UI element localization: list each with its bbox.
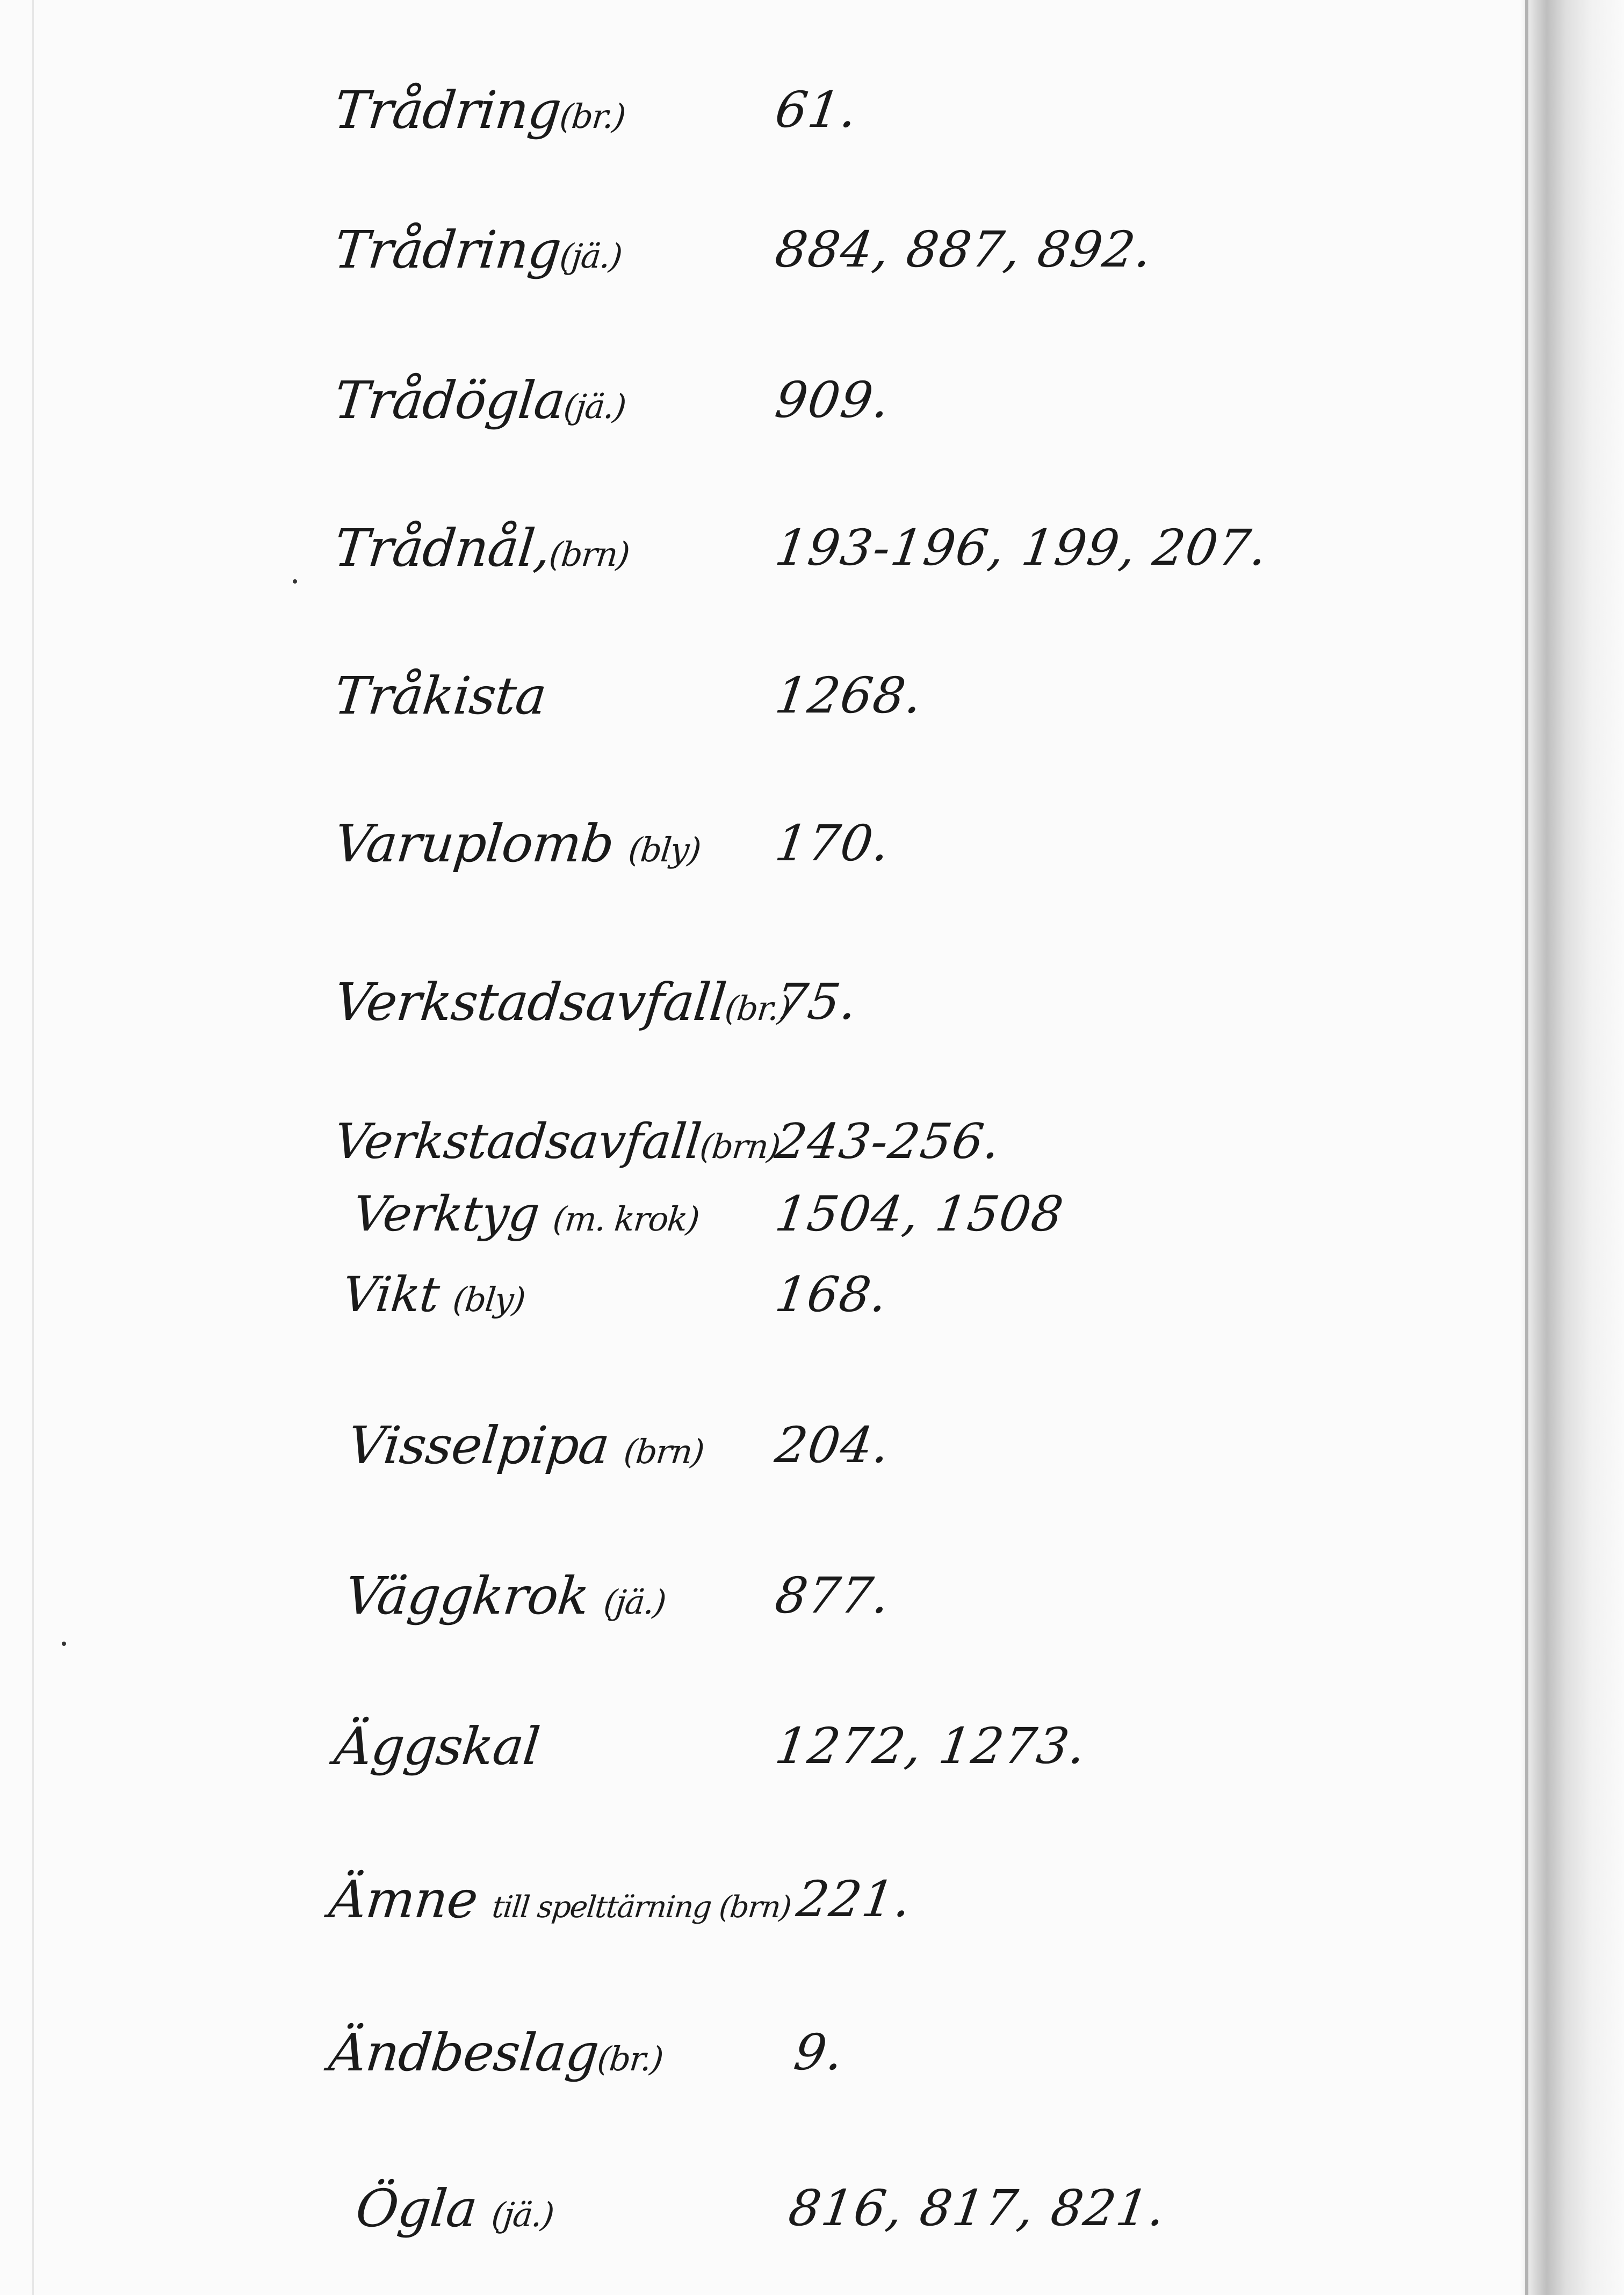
entry-pages: 909. [771,371,894,429]
entry-term: Tråkista [331,666,550,726]
entry-pages: 877. [771,1567,894,1624]
entry-term: Varuplomb (bly) [331,814,703,874]
entry-term: Ögla (jä.) [353,2178,555,2239]
entry-pages: 243-256. [771,1113,1005,1170]
index-entry [0,1411,1450,1497]
entry-pages: 816, 817, 821. [785,2179,1170,2237]
entry-pages: 1272, 1273. [771,1717,1091,1775]
entry-term: Verkstadsavfall(brn) [331,1113,782,1170]
entry-pages: 9. [790,2024,848,2081]
index-entry [0,2174,1450,2260]
entry-term: Trådring(br.) [331,80,627,140]
page-edge-shadow [1495,0,1624,2295]
index-entry [0,1561,1450,1647]
entry-term: Visselpipa (brn) [345,1415,706,1476]
entry-pages: 1268. [771,667,927,724]
entry-pages: 170. [771,815,894,872]
index-entry [0,215,1450,301]
entry-term: Äggskal [331,1716,543,1776]
index-entry [0,2018,1450,2104]
index-entry [0,1865,1450,1951]
index-entry [0,661,1450,747]
entry-pages: 75. [771,973,862,1031]
entry-term: Trådring(jä.) [331,220,624,280]
index-entry [0,1260,1450,1346]
index-entry [0,513,1450,599]
entry-term: Trådnål,(brn) [331,518,631,578]
entry-pages: 193-196, 199, 207. [771,519,1272,577]
index-entry [0,75,1450,161]
index-entry [0,1711,1450,1797]
entry-term: Väggkrok (jä.) [342,1566,668,1626]
index-entry [0,967,1450,1053]
entry-term: Verkstadsavfall(br.) [331,972,792,1032]
entry-term: Ändbeslag(br.) [326,2023,665,2083]
entry-pages: 204. [771,1416,894,1474]
entry-term: Ämne till spelttärning (brn) [326,1869,792,1930]
entry-term: Verktyg (m. krok) [350,1186,701,1242]
entry-pages: 884, 887, 892. [771,221,1157,278]
entry-pages: 221. [793,1870,916,1928]
index-entry [0,365,1450,451]
entry-pages: 61. [771,81,862,139]
entry-term: Vikt (bly) [340,1267,527,1323]
entry-pages: 1504, 1508 [771,1186,1067,1242]
entry-pages: 168. [771,1267,892,1323]
entry-term: Trådögla(jä.) [331,370,627,430]
index-entry [0,809,1450,895]
page-edge-line [1525,0,1528,2295]
index-entry [0,1179,1450,1265]
